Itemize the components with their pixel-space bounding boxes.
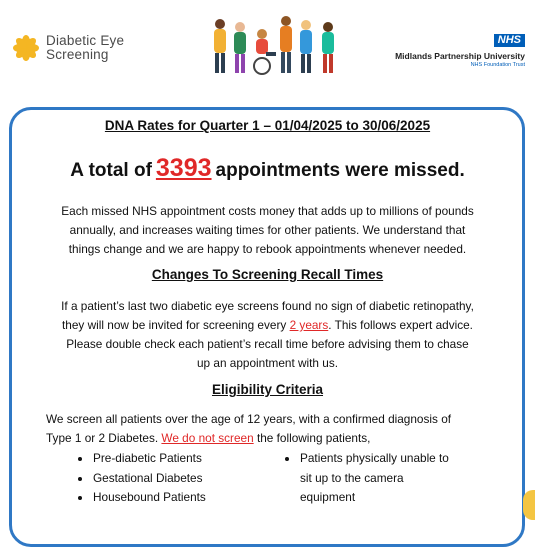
eligibility-paragraph: [46, 410, 506, 448]
recall-line: If a patient’s last two diabetic eye screens found no sign of diabetic retinopathy,: [61, 299, 474, 313]
eligibility-text: Type 1 or 2 Diabetes.: [46, 431, 159, 445]
recall-text: they will now be invited for screening every: [62, 318, 287, 332]
total-suffix: appointments were missed: [215, 160, 460, 181]
cost-line: things change and we are happy to rebook appointments whenever needed.: [68, 242, 467, 256]
exclusion-list-right: [282, 449, 482, 508]
nhs-trust-logo: [395, 30, 525, 68]
recall-line: Please double check each patient’s recall time before advising them to chase: [66, 337, 469, 351]
trust-name: Midlands Partnership University: [395, 51, 525, 61]
list-item: Housebound Patients: [75, 488, 206, 508]
people-illustration-icon: [210, 14, 344, 76]
eligibility-line: We screen all patients over the age of 12 years, with a confirmed diagnosis of: [46, 412, 452, 426]
recall-line: [0, 316, 535, 335]
recall-paragraph: [0, 297, 535, 373]
eligibility-line: [46, 429, 506, 448]
list-item-line: equipment: [300, 490, 356, 504]
list-item: [282, 449, 482, 508]
list-item: Pre-diabetic Patients: [75, 449, 206, 469]
nhs-badge: NHS: [494, 34, 525, 47]
two-years-highlight: 2 years: [289, 318, 329, 332]
logo-line-2: Screening: [46, 47, 109, 62]
recall-heading: Changes To Screening Recall Times: [151, 267, 384, 282]
trust-subtitle: NHS Foundation Trust: [470, 62, 525, 68]
eligibility-heading: Eligibility Criteria: [211, 382, 324, 397]
total-end: .: [459, 160, 465, 181]
cost-line: annually, and increases waiting times for other patients. We understand that: [69, 223, 466, 237]
recall-line: up an appointment with us.: [197, 356, 338, 370]
logo-line-1: Diabetic Eye: [46, 33, 125, 48]
eligibility-text: the following patients,: [256, 431, 371, 445]
missed-total-line: [0, 154, 535, 183]
recall-text: . This follows expert advice.: [328, 318, 473, 332]
total-prefix: A total of: [70, 160, 152, 181]
list-item-line: sit up to the camera: [300, 470, 404, 485]
cost-line: Each missed NHS appointment costs money that adds up to millions of pounds: [61, 204, 474, 218]
list-item: Gestational Diabetes: [75, 469, 206, 489]
exclusion-list-left: [75, 449, 206, 508]
cost-paragraph: [0, 202, 535, 259]
do-not-screen-highlight: We do not screen: [161, 431, 254, 445]
flower-logo-icon: [12, 34, 40, 62]
missed-count: 3393: [155, 154, 212, 182]
list-item-line: Patients physically unable to: [300, 451, 449, 465]
decorative-yellow-tab: [523, 490, 535, 520]
dna-rates-title: DNA Rates for Quarter 1 – 01/04/2025 to 30/06/2025: [104, 118, 431, 133]
diabetic-eye-screening-logo: [12, 30, 152, 66]
